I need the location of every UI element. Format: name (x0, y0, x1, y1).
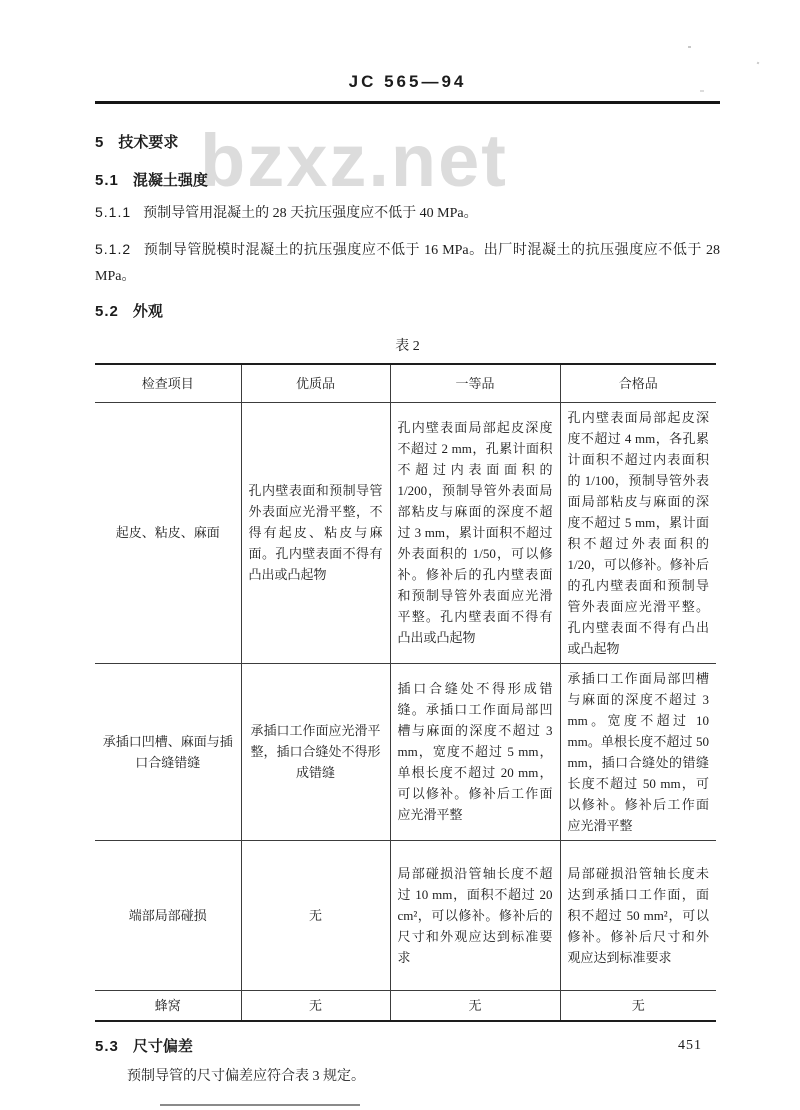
row-label: 蜂窝 (154, 997, 181, 1013)
table-row (95, 402, 716, 663)
row-label: 起皮、粘皮、麻面 (115, 525, 220, 540)
section-number: 5.1 (95, 172, 119, 189)
table-cell: 局部碰损沿管轴长度未达到承插口工作面，面积不超过 50 mm²，可以修补。修补后尺寸和外观应达到标准要求 (560, 840, 716, 990)
scan-noise (757, 62, 760, 65)
clause-5-1-2 (95, 236, 720, 290)
clause-text: 预制导管用混凝土的 28 天抗压强度应不低于 40 MPa。 (143, 206, 478, 221)
column-header-qualified-grade: 合格品 (560, 364, 716, 402)
clause-5-1-1 (95, 199, 720, 227)
table-cell: 无 (241, 840, 390, 990)
page-number: 451 (678, 1038, 702, 1053)
table-cell: 孔内壁表面和预制导管外表面应光滑平整，不得有起皮、粘皮与麻面。孔内壁表面不得有凸出或凸起物 (241, 402, 390, 663)
row-label: 承插口凹槽、麻面与插口合缝错缝 (102, 733, 233, 770)
table-row (95, 663, 716, 840)
document-content (95, 0, 720, 1090)
scan-edge-artifact (160, 1104, 360, 1106)
clause-5-3-text: 预制导管的尺寸偏差应符合表 3 规定。 (127, 1068, 365, 1084)
table-cell: 承插口工作面应光滑平整，插口合缝处不得形成错缝 (241, 663, 390, 840)
section-title: 混凝土强度 (132, 172, 208, 189)
section-number: 5.3 (95, 1037, 119, 1055)
table-caption: 表 2 (395, 339, 420, 354)
clause-text: 预制导管脱模时混凝土的抗压强度应不低于 16 MPa。出厂时混凝土的抗压强度应不低于 28 MPa。 (95, 243, 720, 284)
table-cell: 孔内壁表面局部起皮深度不超过 2 mm，孔累计面积不超过内表面面积的 1/200，预制导管外表面局部粘皮与麻面的深度不超过 3 mm，累计面积不超过外表面积的 1/50，可以修补。修补后的孔内壁表面和预制导管外表面应光滑平整。孔内壁表面不得有凸出或凸起物 (390, 402, 560, 663)
row-label: 端部局部碰损 (128, 907, 207, 923)
table-row (95, 840, 716, 990)
section-heading-5-1 (95, 169, 720, 190)
section-title: 尺寸偏差 (132, 1037, 193, 1055)
column-header-first-grade: 一等品 (390, 364, 560, 402)
section-heading-5 (95, 131, 720, 152)
column-header-premium-grade: 优质品 (241, 364, 390, 402)
header-rule (95, 101, 720, 104)
clause-number: 5.1.1 (95, 204, 132, 220)
table-cell: 承插口工作面局部凹槽与麻面的深度不超过 3 mm。宽度不超过 10 mm。单根长度不超过 50 mm，插口合缝处的错缝长度不超过 50 mm，可以修补。修补后工作面应光滑平整 (560, 663, 716, 840)
watermark: bzxz.net (200, 119, 508, 202)
standard-code: JC 565—94 (348, 72, 467, 91)
table-cell: 孔内壁表面局部起皮深度不超过 4 mm，各孔累计面积不超过内表面积的 1/100，预制导管外表面局部粘皮与麻面的深度不超过 5 mm，累计面积不超过外表面积的 1/20，可以修补。修补后的孔内壁表面和预制导管外表面应光滑平整。孔内壁表面不得有凸出或凸起物 (560, 402, 716, 663)
table-cell: 无 (241, 990, 390, 1021)
section-heading-5-2 (95, 300, 720, 321)
table-cell: 局部碰损沿管轴长度不超过 10 mm，面积不超过 20 cm²，可以修补。修补后的尺寸和外观应达到标准要求 (390, 840, 560, 990)
section-heading-5-3 (95, 1035, 720, 1056)
table-cell: 无 (390, 990, 560, 1021)
table-row (95, 990, 716, 1021)
section-number: 5 (95, 134, 105, 151)
table-cell: 插口合缝处不得形成错缝。承插口工作面局部凹槽与麻面的深度不超过 3 mm，宽度不超过 5 mm，单根长度不超过 20 mm，可以修补。修补后工作面应光滑平整 (390, 663, 560, 840)
column-header-inspection-item: 检查项目 (141, 375, 194, 391)
appearance-requirements-table (95, 363, 716, 1022)
section-title: 外观 (132, 303, 163, 320)
table-cell: 无 (560, 990, 716, 1021)
section-title: 技术要求 (118, 134, 179, 151)
table-header-row (95, 364, 716, 402)
section-number: 5.2 (95, 303, 119, 320)
clause-number: 5.1.2 (95, 241, 132, 257)
